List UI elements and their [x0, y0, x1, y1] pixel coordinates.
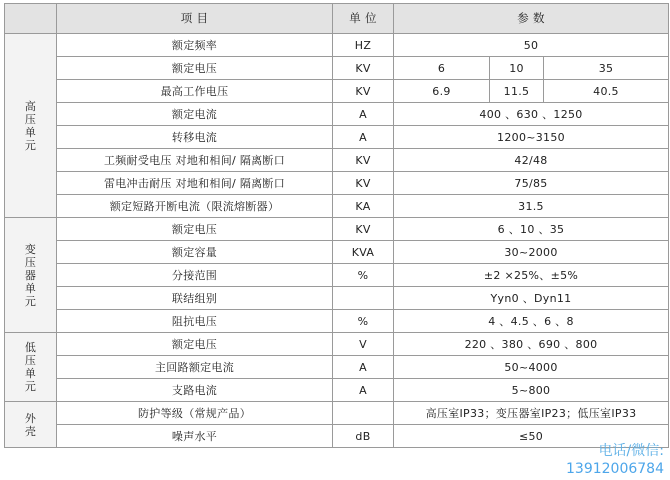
- row-item: 额定电流: [57, 103, 333, 126]
- row-item: 分接范围: [57, 264, 333, 287]
- row-item: 最高工作电压: [57, 80, 333, 103]
- row-value: 75/85: [394, 172, 669, 195]
- row-value-2: 11.5: [490, 80, 544, 103]
- header-param: 参 数: [394, 4, 669, 34]
- row-unit: KV: [333, 57, 394, 80]
- row-item: 噪声水平: [57, 425, 333, 448]
- row-value: 400 、630 、1250: [394, 103, 669, 126]
- header-item: 项 目: [57, 4, 333, 34]
- table-row: [5, 34, 669, 57]
- row-value-3: 35: [544, 57, 669, 80]
- header-row: [5, 4, 669, 34]
- table-row: [5, 402, 669, 425]
- contact-watermark: [566, 442, 664, 478]
- row-unit: A: [333, 103, 394, 126]
- table-row: [5, 264, 669, 287]
- table-row: [5, 218, 669, 241]
- group-hv: 高压单元: [5, 34, 57, 218]
- row-value-1: 6.9: [394, 80, 490, 103]
- row-value: 高压室IP33；变压器室IP23；低压室IP33: [394, 402, 669, 425]
- row-item: 额定电压: [57, 57, 333, 80]
- row-item: 额定短路开断电流（限流熔断器）: [57, 195, 333, 218]
- row-unit: [333, 287, 394, 310]
- row-unit: A: [333, 356, 394, 379]
- spec-table: [4, 3, 669, 448]
- row-value: 4 、4.5 、6 、8: [394, 310, 669, 333]
- row-value: 220 、380 、690 、800: [394, 333, 669, 356]
- row-value: Yyn0 、Dyn11: [394, 287, 669, 310]
- row-value: ±2 ×25%、±5%: [394, 264, 669, 287]
- row-value: ≤50: [394, 425, 669, 448]
- table-row: [5, 126, 669, 149]
- table-row: [5, 287, 669, 310]
- row-item: 转移电流: [57, 126, 333, 149]
- row-value: 30~2000: [394, 241, 669, 264]
- row-value-3: 40.5: [544, 80, 669, 103]
- row-value: 42/48: [394, 149, 669, 172]
- group-lv: 低压单元: [5, 333, 57, 402]
- table-row: [5, 172, 669, 195]
- row-unit: KV: [333, 172, 394, 195]
- table-row: [5, 195, 669, 218]
- row-unit: KV: [333, 218, 394, 241]
- header-unit: 单 位: [333, 4, 394, 34]
- row-unit: KVA: [333, 241, 394, 264]
- row-item: 防护等级（常规产品）: [57, 402, 333, 425]
- row-item: 联结组别: [57, 287, 333, 310]
- row-item: 工频耐受电压 对地和相间/ 隔离断口: [57, 149, 333, 172]
- row-value-2: 10: [490, 57, 544, 80]
- table-row: [5, 80, 669, 103]
- row-unit: KV: [333, 149, 394, 172]
- table-row: [5, 149, 669, 172]
- row-value: 31.5: [394, 195, 669, 218]
- row-unit: HZ: [333, 34, 394, 57]
- row-unit: %: [333, 310, 394, 333]
- row-unit: V: [333, 333, 394, 356]
- table-row: [5, 356, 669, 379]
- row-item: 雷电冲击耐压 对地和相间/ 隔离断口: [57, 172, 333, 195]
- table-row: [5, 241, 669, 264]
- table-row: [5, 379, 669, 402]
- row-unit: A: [333, 379, 394, 402]
- row-item: 额定电压: [57, 333, 333, 356]
- table-row: [5, 333, 669, 356]
- row-unit: %: [333, 264, 394, 287]
- row-unit: [333, 402, 394, 425]
- row-value: 50: [394, 34, 669, 57]
- corner-cell: [5, 4, 57, 34]
- row-value: 6 、10 、35: [394, 218, 669, 241]
- contact-label: 电话/微信:: [598, 443, 664, 459]
- row-unit: KV: [333, 80, 394, 103]
- row-value: 1200~3150: [394, 126, 669, 149]
- row-item: 额定电压: [57, 218, 333, 241]
- row-value: 5~800: [394, 379, 669, 402]
- row-value: 50~4000: [394, 356, 669, 379]
- row-value-1: 6: [394, 57, 490, 80]
- row-item: 额定频率: [57, 34, 333, 57]
- table-row: [5, 57, 669, 80]
- row-item: 主回路额定电流: [57, 356, 333, 379]
- group-transformer: 变压器单元: [5, 218, 57, 333]
- contact-phone: 13912006784: [566, 461, 664, 477]
- row-item: 额定容量: [57, 241, 333, 264]
- row-unit: dB: [333, 425, 394, 448]
- row-unit: A: [333, 126, 394, 149]
- table-row: [5, 310, 669, 333]
- group-enclosure: 外壳: [5, 402, 57, 448]
- table-row: [5, 103, 669, 126]
- row-item: 支路电流: [57, 379, 333, 402]
- row-item: 阻抗电压: [57, 310, 333, 333]
- row-unit: KA: [333, 195, 394, 218]
